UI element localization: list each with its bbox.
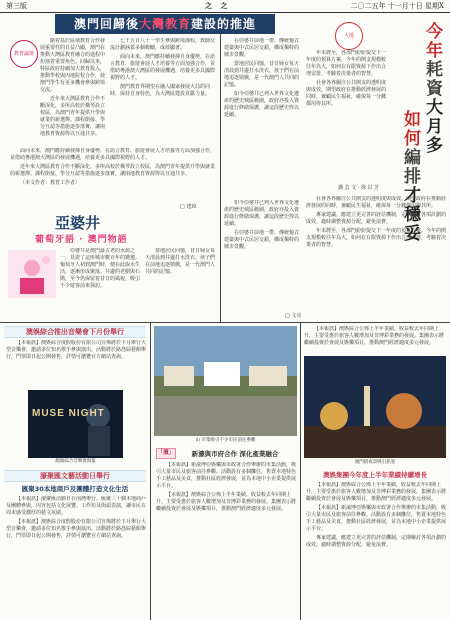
- culture-body: 【本報訊】濠聚匯活動日在南灣舉行，匯聚三十個本地商戶及團體參與，內容包括文化展覽、工作坊及街頭表演，讓市民在周末感受濃厚的藝文氛圍。 【本報訊】澳娛綜合度假股份有限公司宣佈將於下月舉行大型音樂會，邀請多位知名歌手參與演出。活動將於路氹綜藝館舉行，門票即日起公開發售，詳情可瀏覽官方網站查詢。: [6, 496, 146, 539]
- column-rule: [300, 323, 301, 620]
- market-body: 【本報訊】新濠博亞娛樂與市政署合作舉辦的市集活動，吸引大量市民及旅客前往參觀。活動設有多個攤位，售賣本地特色手工藝品及美食，推動社區經濟發展，並為本地中小企業提供展示平台。 【本報訊】澳娛綜合公佈上半年業績，收益較去年同期上升，主要受惠於旅客人數增加及非博彩業務的發展。集團表示將繼續投資於會展及娛樂項目，推動澳門經濟適度多元發展。: [156, 462, 296, 512]
- night-caption: 澳門塔夜景吸引旅客: [354, 460, 396, 465]
- author-tagline: 葡萄牙語 · 澳門物語: [35, 235, 128, 245]
- night-subhead: 澳娛集團今年度上半年業績持續增長: [323, 471, 427, 479]
- column-rule: [220, 14, 221, 322]
- feature-body: 面向未來，澳門應持續發揮自身優勢，在語言教育、旅遊會展人才培養等方面加強合作，並借助粵港澳大灣區的發展機遇，培養更多具國際視野的人才。 近年來大灣區教育合作不斷深化，多所高校於橫琴設立校區，為澳門青年提供升學與就業的新選擇。課程銜接、學分互認等措施逐步落實，讓兩地教育資源得以互通共享。 （本文作者：教育工作者）: [10, 148, 215, 186]
- feature-byline: □ 建璋: [180, 204, 197, 210]
- column-badge: 大地: [335, 22, 363, 50]
- author-name: 亞婆井: [55, 214, 101, 232]
- column-rule: [150, 323, 151, 620]
- concert-poster: [28, 390, 123, 458]
- article-body: 在亞婆井前地一帶，傳統葡式建築與中式民居交錯，構成獨特的城市景觀。 當地居民回憶，昔日婦女每天清晨到井邊打水洗衣，孩子們在前地追逐嬉戲，是一代澳門人共同的記憶。 如今亞婆井已列入世界文化遺產的歷史城區範圍，政府亦投入資源進行修繕保護，讓這段歷史得以延續。: [224, 38, 300, 118]
- column-byline: 講 芸 文 · 徐 以 芳: [338, 185, 380, 191]
- section-badge: 教育論壇: [10, 40, 38, 68]
- feature-body: 七千五百八十一學生參與跨境課程，教師交流計劃涵蓋多個範疇，成效顯著。 面向未來，澳門應持續發揮自身優勢，在語言教育、旅遊會展人才培養等方面加強合作，並借助粵港澳大灣區的發展機遇，培養更多具國際視野的人才。 澳門教育界期望在融入國家發展大局的同時，保持自身特色，為大灣區建設貢獻力量。: [110, 38, 215, 97]
- concert-headline: 澳娛綜合推出音樂會下月份舉行: [4, 326, 146, 338]
- culture-headline: 濠聚匯文藝活動日舉行: [4, 470, 146, 482]
- market-flag: 「濱」: [156, 448, 176, 459]
- article-body: 如今亞婆井已列入世界文化遺產的歷史城區範圍，政府亦投入資源進行修繕保護，讓這段歷史得以延續。 在亞婆井前地一帶，傳統葡式建築與中式民居交錯，構成獨特的城市景觀。: [224, 200, 300, 250]
- masthead-title: 之 之: [205, 1, 231, 10]
- column-body: 社會各界關注公共開支的透明度與成效，期望政府在推動經濟發展的同時，兼顧民生福祉，確保每一分錢都用得其所。 專家建議，應建立更完善的評估機制，定期檢討各項計劃的成效，適時調整資源分配，避免浪費。 年末將至，各部門紛紛提交下一年度的預算方案。今年的開支規模較往年為大，如何在有限資源下作出合理安排，考驗着決策者的智慧。: [306, 196, 446, 248]
- section-divider: [0, 322, 450, 323]
- page-label: 第三版: [6, 2, 27, 10]
- author-body: 亞婆井是澳門最古老的水源之一，見證了這座城市數百年的變遷。葡萄牙人初到澳門時，便在此取水生活，逐漸形成聚落。井邊的老樹與石階，至今仍保留着昔日的風貌，吸引不少遊客前來探訪。: [60, 248, 140, 289]
- culture-subhead: 匯聚30本地商戶及團體打造文化生活: [21, 485, 129, 493]
- market-subhead: 新濠與市府合作 深化產業融合: [191, 450, 279, 458]
- night-body: 【本報訊】澳娛綜合公佈上半年業績，收益較去年同期上升，主要受惠於旅客人數增加及非博彩業務的發展。集團表示將繼續投資於會展及娛樂項目，推動澳門經濟適度多元發展。 【本報訊】新濠博亞娛樂與市政署合作舉辦的市集活動，吸引大量市民及旅客前往參觀。活動設有多個攤位，售賣本地特色手工藝品及美食，推動社區經濟發展，並為本地中小企業提供展示平台。 專家建議，應建立更完善的評估機制，定期檢討各項計劃的成效，適時調整資源分配，避免浪費。: [306, 482, 446, 548]
- column-title: 如何編排才穩妥: [400, 110, 420, 243]
- feature-body: 隨着基於區域教育合作發展重要性的日益凸顯，澳門在推動大灣區教育融合的進程中扮演着重要角色。回歸以來，特區政府持續加大教育投入，推動學校與內地院校合作，使澳門學生有更多機會參與跨境交流。 近年來大灣區教育合作不斷深化，多所高校於橫琴設立校區，為澳門青年提供升學與就業的新選擇。課程銜接、學分互認等措施逐步落實，讓兩地教育資源得以互通共享。: [40, 38, 105, 137]
- masthead: [0, 0, 450, 13]
- feature-headline: 澳門回歸後大灣教育建設的推進: [55, 14, 275, 34]
- poster-caption: 澳娛綜合音樂會海報: [55, 459, 96, 464]
- night-intro: 【本報訊】澳娛綜合公佈上半年業績，收益較去年同期上升，主要受惠於旅客人數增加及非博彩業務的發展。集團表示將繼續投資於會展及娛樂項目，推動澳門經濟適度多元發展。: [304, 326, 445, 346]
- issue-date: 二〇二五年 十一月十日 星期X: [350, 2, 444, 10]
- column-title: 今年耗資大月多: [422, 22, 442, 155]
- market-photo: [154, 326, 297, 436]
- author-body: 當地居民回憶，昔日婦女每天清晨到井邊打水洗衣，孩子們在前地追逐嬉戲，是一代澳門人共同的記憶。: [145, 248, 216, 275]
- column-body: 年末將至，各部門紛紛提交下一年度的預算方案。今年的開支規模較往年為大，如何在有限資源下作出合理安排，考驗着決策者的智慧。 社會各界關注公共開支的透明度與成效，期望政府在推動經濟發展的同時，兼顧民生福祉，確保每一分錢都用得其所。: [306, 50, 386, 107]
- poster-title: MUSE NIGHT: [32, 408, 105, 419]
- article-byline: □ 文亮: [285, 313, 302, 319]
- author-illustration: [8, 250, 56, 298]
- concert-body: 【本報訊】澳娛綜合度假股份有限公司宣佈將於下月舉行大型音樂會，邀請多位知名歌手參與演出。活動將於路氹綜藝館舉行，門票即日起公開發售，詳情可瀏覽官方網站查詢。: [6, 340, 146, 360]
- night-photo: [304, 356, 446, 458]
- market-caption: 山 市集吸引不少市民前往參觀: [195, 438, 256, 443]
